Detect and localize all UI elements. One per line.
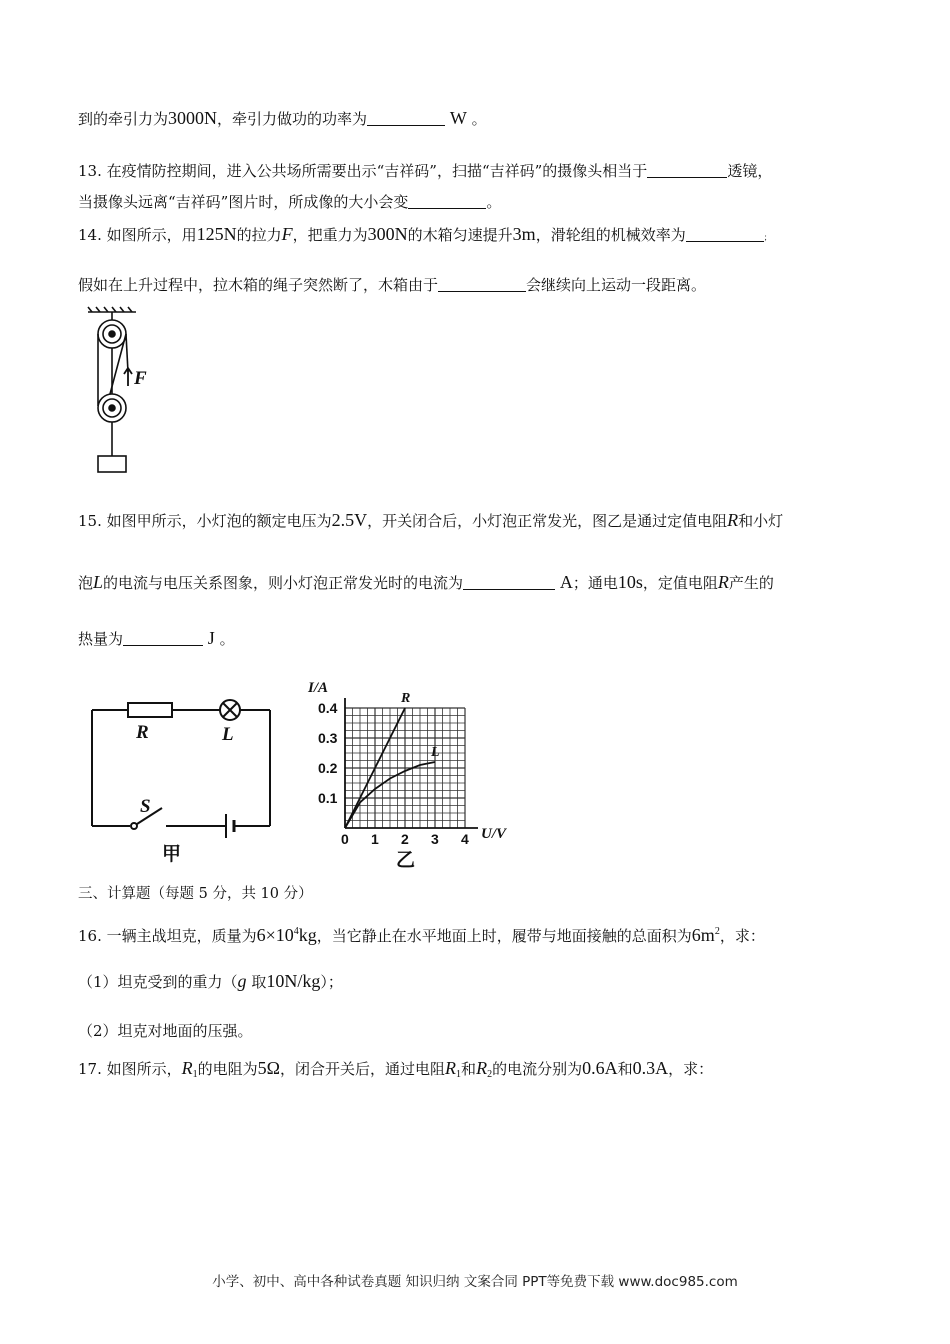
answer-blank[interactable]	[123, 629, 203, 646]
section-3-title: 三、计算题（每题 5 分，共 10 分）	[78, 886, 313, 902]
x-tick-label: 3	[431, 831, 439, 847]
switch-icon	[131, 823, 137, 829]
y-tick-label: 0.2	[318, 760, 338, 776]
answer-blank[interactable]	[686, 225, 764, 242]
q16-part-1: （1）坦克受到的重力（g 取10N/kg）；	[78, 971, 343, 991]
answer-blank[interactable]	[367, 109, 445, 126]
q13-line-2: 当摄像头远离“吉祥码”图片时，所成像的大小会变 。	[78, 193, 502, 211]
answer-blank[interactable]	[438, 275, 526, 292]
q17-line-1: 17. 如图所示，$R_1$的电阻为5Ω，闭合开关后，通过电阻$R_1$和$R_2$的电流分别为0.6A和0.3A，求：	[78, 1058, 714, 1080]
force-label: F	[134, 368, 147, 389]
q12-line: 到的牵引力为3000N，牵引力做功的功率为 W 。	[78, 108, 487, 128]
x-tick-label: 2	[401, 831, 409, 847]
resistor-symbol	[128, 703, 172, 717]
q15-line-3: 热量为 J 。	[78, 628, 235, 648]
pulley-figure	[84, 306, 164, 478]
x-tick-label: 4	[461, 831, 469, 847]
q16-part-2: （2）坦克对地面的压强。	[78, 1022, 253, 1040]
q14-line-2: 假如在上升过程中，拉木箱的绳子突然断了，木箱由于 会继续向上运动一段距离。	[78, 276, 707, 294]
answer-blank[interactable]	[408, 192, 486, 209]
x-axis-label: U/V	[481, 826, 507, 842]
circuit-figure	[84, 690, 284, 866]
force-arrow-icon	[124, 368, 132, 386]
circuit-label-r: R	[136, 722, 149, 743]
y-tick-label: 0.4	[318, 700, 338, 716]
q15-line-1: 15. 如图甲所示，小灯泡的额定电压为2.5V，开关闭合后，小灯泡正常发光，图乙是通过定值电阻R和小灯	[78, 510, 784, 530]
circuit-label-s: S	[140, 796, 151, 817]
y-tick-label: 0.1	[318, 790, 338, 806]
q16-line-1: 16. 一辆主战坦克，质量为$6\times 10^4kg$，当它静止在水平地面上时，履带与地面接触的总面积为$6m^2$，求：	[78, 925, 765, 945]
circuit-label-l: L	[222, 724, 234, 745]
q13-line-1: 13. 在疫情防控期间，进入公共场所需要出示“吉祥码”，扫描“吉祥码”的摄像头相当于 透镜，	[78, 162, 773, 180]
page-footer: 小学、初中、高中各种试卷真题 知识归纳 文案合同 PPT等免费下载 www.doc985.com	[212, 1274, 738, 1290]
series-label-R: R	[401, 691, 411, 706]
x-tick-label: 1	[371, 831, 379, 847]
series-label-L: L	[431, 745, 440, 760]
y-axis-label: I/A	[308, 680, 329, 696]
q15-line-2: 泡L的电流与电压关系图象，则小灯泡正常发光时的电流为 A；通电10s，定值电阻R产生的	[78, 572, 774, 592]
answer-blank[interactable]	[463, 573, 555, 590]
circuit-caption: 甲	[162, 843, 182, 865]
x-tick-label: 0	[341, 831, 349, 847]
answer-blank[interactable]	[647, 161, 727, 178]
chart-caption: 乙	[396, 849, 416, 871]
q12-force: 3000N	[168, 108, 218, 128]
q14-line-1: 14. 如图所示，用125N的拉力F，把重力为300N的木箱匀速提升3m，滑轮组的机械效率为 ；	[78, 224, 772, 244]
y-tick-label: 0.3	[318, 730, 338, 746]
iu-chart	[300, 670, 530, 875]
